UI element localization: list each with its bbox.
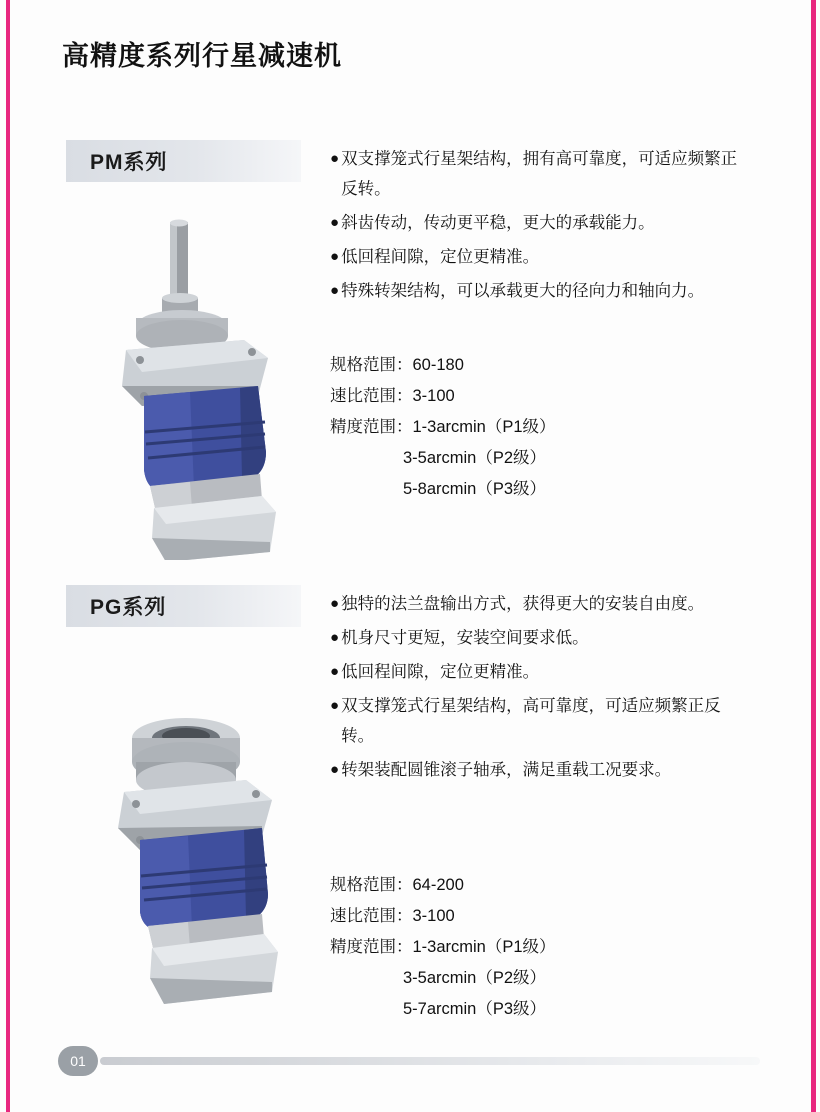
list-item — [330, 657, 750, 687]
bullet-dot-icon: ● — [330, 248, 340, 265]
pg-spec-list — [330, 870, 750, 1025]
list-item — [330, 208, 750, 238]
bullet-dot-icon: ● — [330, 150, 340, 167]
page-footer — [0, 1046, 820, 1086]
list-item-text: 双支撑笼式行星架结构，拥有高可靠度，可适应频繁正反转。 — [341, 150, 738, 198]
right-accent-bar — [811, 0, 816, 1112]
page-number-badge: 01 — [58, 1046, 98, 1076]
series-label-pm: PM系列 — [90, 151, 168, 174]
list-item — [330, 755, 750, 785]
spec-accuracy-p3: 5-8arcmin（P3级） — [403, 480, 547, 498]
bullet-dot-icon: ● — [330, 214, 340, 231]
bullet-dot-icon: ● — [330, 697, 340, 714]
list-item — [330, 242, 750, 272]
spec-accuracy-range: 精度范围：1-3arcmin（P1级） — [330, 418, 556, 436]
spec-size-range: 规格范围：64-200 — [330, 876, 464, 894]
spec-accuracy-p2: 3-5arcmin（P2级） — [403, 969, 547, 987]
page-title: 高精度系列行星减速机 — [62, 41, 342, 71]
list-item — [330, 589, 750, 619]
spec-ratio-range: 速比范围：3-100 — [330, 387, 455, 405]
list-item — [330, 276, 750, 306]
bullet-dot-icon: ● — [330, 629, 340, 646]
spec-accuracy-range: 精度范围：1-3arcmin（P1级） — [330, 938, 556, 956]
bullet-dot-icon: ● — [330, 663, 340, 680]
list-item-text: 低回程间隙，定位更精准。 — [341, 663, 540, 681]
list-item-text: 低回程间隙，定位更精准。 — [341, 248, 540, 266]
list-item-text: 独特的法兰盘输出方式，获得更大的安装自由度。 — [341, 595, 705, 613]
bullet-dot-icon: ● — [330, 282, 340, 299]
list-item-text: 特殊转架结构，可以承载更大的径向力和轴向力。 — [341, 282, 705, 300]
list-item-text: 转架装配圆锥滚子轴承，满足重载工况要求。 — [341, 761, 672, 779]
pg-bullet-list — [330, 589, 750, 789]
list-item-text: 机身尺寸更短，安装空间要求低。 — [341, 629, 589, 647]
bullet-dot-icon: ● — [330, 595, 340, 612]
list-item — [330, 623, 750, 653]
list-item-text: 斜齿传动，传动更平稳，更大的承载能力。 — [341, 214, 655, 232]
series-label-pg: PG系列 — [90, 596, 167, 619]
series-tag-pg — [66, 585, 301, 627]
list-item — [330, 144, 750, 204]
footer-decorative-bar — [100, 1057, 760, 1065]
spec-ratio-range: 速比范围：3-100 — [330, 907, 455, 925]
left-accent-bar — [6, 0, 10, 1112]
bullet-dot-icon: ● — [330, 761, 340, 778]
list-item — [330, 691, 750, 751]
list-item-text: 双支撑笼式行星架结构，高可靠度，可适应频繁正反转。 — [341, 697, 721, 745]
pm-bullet-list — [330, 144, 750, 310]
series-tag-pm — [66, 140, 301, 182]
spec-size-range: 规格范围：60-180 — [330, 356, 464, 374]
spec-accuracy-p3: 5-7arcmin（P3级） — [403, 1000, 547, 1018]
pg-gearbox-photo — [70, 680, 310, 1040]
pm-spec-list — [330, 350, 750, 505]
spec-accuracy-p2: 3-5arcmin（P2级） — [403, 449, 547, 467]
pm-gearbox-photo — [70, 200, 310, 560]
